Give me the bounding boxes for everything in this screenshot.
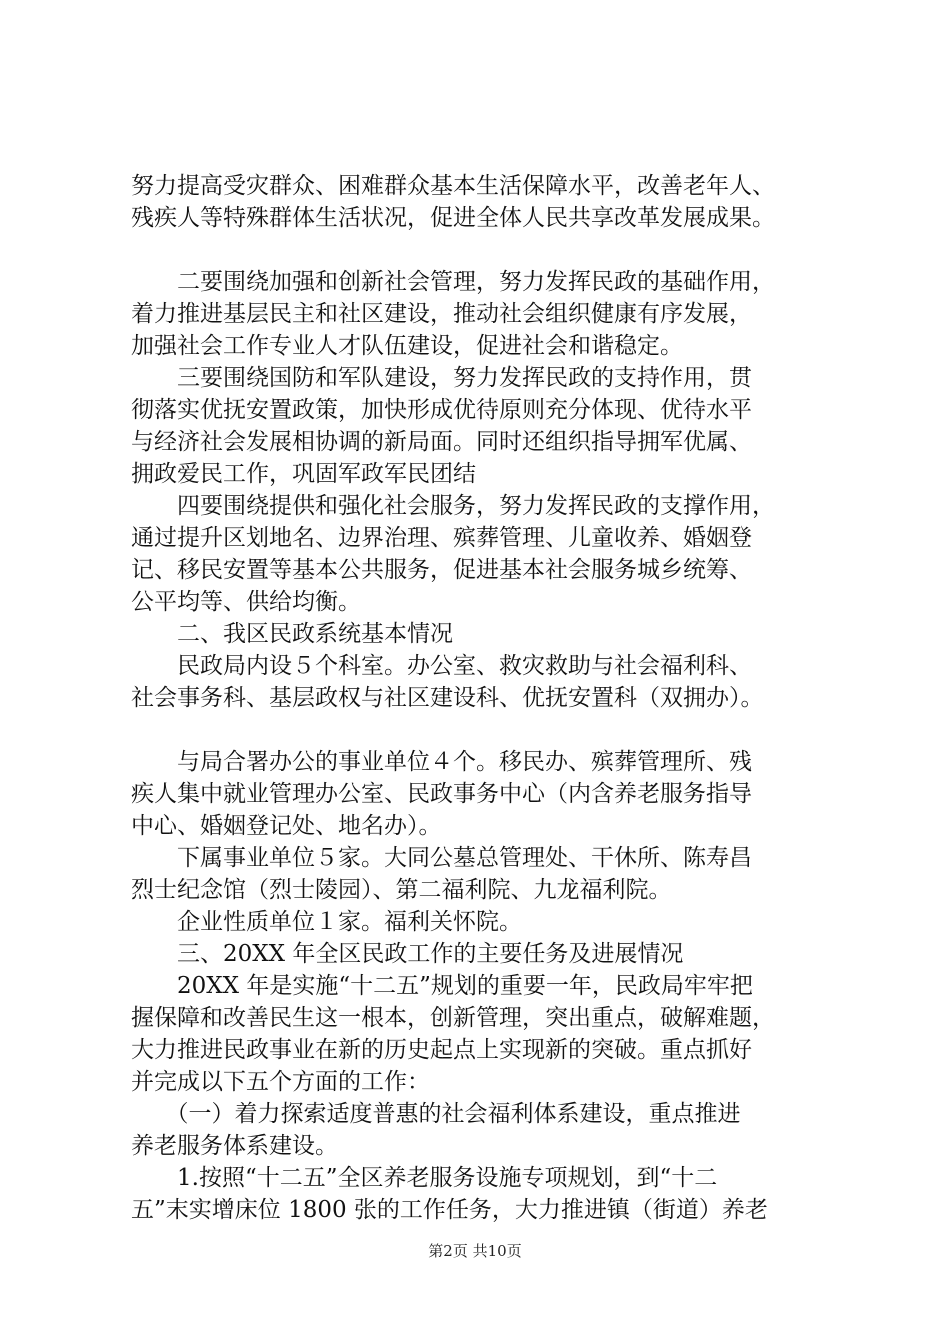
text-line: 记、移民安置等基本公共服务，促进基本社会服务城乡统筹、	[131, 557, 752, 583]
document-body	[131, 170, 836, 1226]
text-line: 民政局内设５个科室。办公室、救灾救助与社会福利科、	[131, 653, 752, 679]
page-footer	[0, 1241, 950, 1261]
text-line: 疾人集中就业管理办公室、民政事务中心（内含养老服务指导	[131, 781, 752, 807]
text-line: 三要围绕国防和军队建设，努力发挥民政的支持作用，贯	[131, 365, 752, 391]
text-line: 养老服务体系建设。	[131, 1133, 338, 1159]
text-line: 二、我区民政系统基本情况	[131, 621, 453, 647]
paragraph	[131, 842, 836, 906]
text-line: 加强社会工作专业人才队伍建设，促进社会和谐稳定。	[131, 333, 683, 359]
text-line: 与局合署办公的事业单位４个。移民办、殡葬管理所、残	[131, 749, 752, 775]
text-line: 社会事务科、基层政权与社区建设科、优抚安置科（双拥办）。	[131, 685, 764, 711]
text-line: 努力提高受灾群众、困难群众基本生活保障水平，改善老年人、	[131, 173, 775, 199]
text-line: 三、20XX 年全区民政工作的主要任务及进展情况	[131, 941, 684, 967]
paragraph	[131, 362, 836, 490]
text-line: 中心、婚姻登记处、地名办）。	[131, 813, 442, 839]
paragraph-gap	[131, 714, 836, 746]
paragraph	[131, 970, 836, 1098]
paragraph	[131, 650, 836, 714]
text-line: 彻落实优抚安置政策，加快形成优待原则充分体现、优待水平	[131, 397, 752, 423]
text-line: 着力推进基层民主和社区建设，推动社会组织健康有序发展，	[131, 301, 752, 327]
text-line: 握保障和改善民生这一根本，创新管理，突出重点，破解难题，	[131, 1005, 775, 1031]
text-line: 20XX 年是实施“十二五”规划的重要一年，民政局牢牢把	[131, 973, 753, 999]
paragraph	[131, 1098, 836, 1162]
text-line: （一）着力探索适度普惠的社会福利体系建设，重点推进	[131, 1101, 741, 1127]
text-line: 四要围绕提供和强化社会服务，努力发挥民政的支撑作用，	[131, 493, 775, 519]
text-line: 公平均等、供给均衡。	[131, 589, 361, 615]
section-heading	[131, 938, 836, 970]
section-heading	[131, 618, 836, 650]
text-line: 残疾人等特殊群体生活状况，促进全体人民共享改革发展成果。	[131, 205, 775, 231]
text-line: 1.按照“十二五”全区养老服务设施专项规划，到“十二	[131, 1165, 718, 1191]
text-line: 并完成以下五个方面的工作：	[131, 1069, 430, 1095]
paragraph-gap	[131, 234, 836, 266]
text-line: 企业性质单位１家。福利关怀院。	[131, 909, 522, 935]
text-line: 二要围绕加强和创新社会管理，努力发挥民政的基础作用，	[131, 269, 775, 295]
paragraph	[131, 170, 836, 234]
paragraph	[131, 1162, 836, 1226]
text-line: 拥政爱民工作，巩固军政军民团结	[131, 461, 476, 487]
text-line: 通过提升区划地名、边界治理、殡葬管理、儿童收养、婚姻登	[131, 525, 752, 551]
paragraph	[131, 266, 836, 362]
text-line: 大力推进民政事业在新的历史起点上实现新的突破。重点抓好	[131, 1037, 752, 1063]
page-number: 第2页 共10页	[428, 1242, 522, 1260]
paragraph	[131, 746, 836, 842]
text-line: 烈士纪念馆（烈士陵园）、第二福利院、九龙福利院。	[131, 877, 672, 903]
text-line: 下属事业单位５家。大同公墓总管理处、干休所、陈寿昌	[131, 845, 752, 871]
text-line: 与经济社会发展相协调的新局面。同时还组织指导拥军优属、	[131, 429, 752, 455]
paragraph	[131, 490, 836, 618]
text-line: 五”末实增床位 1800 张的工作任务，大力推进镇（街道）养老	[131, 1197, 768, 1223]
paragraph	[131, 906, 836, 938]
